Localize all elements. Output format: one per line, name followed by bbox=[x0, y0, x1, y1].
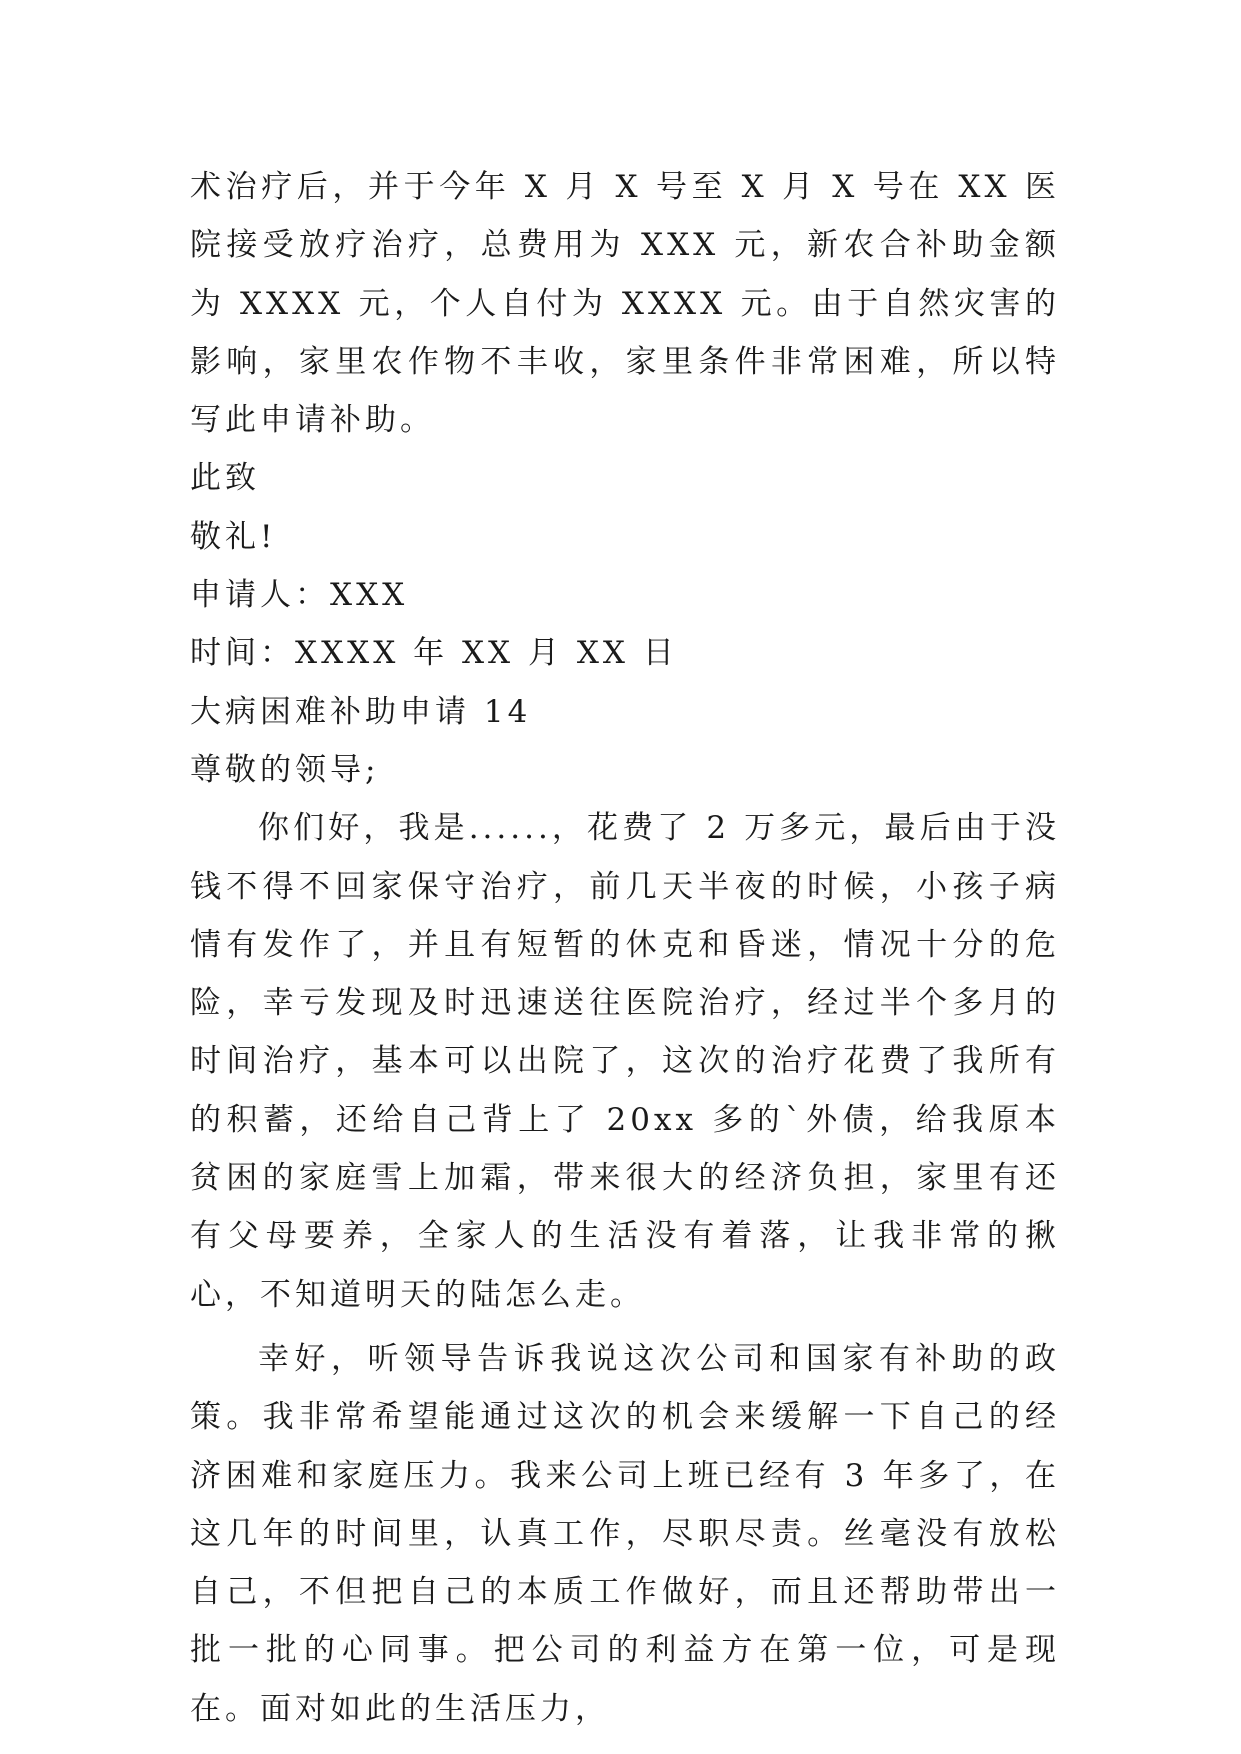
section-title: 大病困难补助申请 14 bbox=[190, 693, 532, 730]
closing-line: 此致 bbox=[190, 460, 260, 497]
applicant-line: 申请人：XXX bbox=[190, 577, 409, 614]
body-paragraph: 你们好，我是......，花费了 2 万多元，最后由于没钱不得不回家保守治疗，前几天半夜的时候，小孩子病情有发作了，并且有短暂的休克和昏迷，情况十分的危险，幸亏发现及时迅速送往医院治疗，经过半个多月的时间治疗，基本可以出院了，这次的治疗花费了我所有的积蓄，还给自己背上了 20xx 多的`外债，给我原本贫困的家庭雪上加霜，带来很大的经济负担，家里有还有父母要养，全家人的生活没有着落，让我非常的揪心，不知道明天的陆怎么走。 bbox=[190, 810, 1060, 1313]
salutation: 尊敬的领导; bbox=[190, 751, 380, 788]
closing-salute: 敬礼! bbox=[190, 518, 277, 555]
date-line: 时间：XXXX 年 XX 月 XX 日 bbox=[190, 635, 678, 672]
paragraph-continuation: 术治疗后，并于今年 X 月 X 号至 X 月 X 号在 XX 医院接受放疗治疗，总费用为 XXX 元，新农合补助金额为 XXXX 元，个人自付为 XXXX 元。由于自然灾害的影响，家里农作物不丰收，家里条件非常困难，所以特写此申请补助。 bbox=[190, 169, 1060, 439]
document-body bbox=[190, 158, 1060, 1738]
body-paragraph: 幸好，听领导告诉我说这次公司和国家有补助的政策。我非常希望能通过这次的机会来缓解一下自己的经济困难和家庭压力。我来公司上班已经有 3 年多了，在这几年的时间里，认真工作，尽职尽责。丝毫没有放松自己，不但把自己的本质工作做好，而且还帮助带出一批一批的心同事。把公司的利益方在第一位，可是现在。面对如此的生活压力， bbox=[190, 1340, 1060, 1727]
